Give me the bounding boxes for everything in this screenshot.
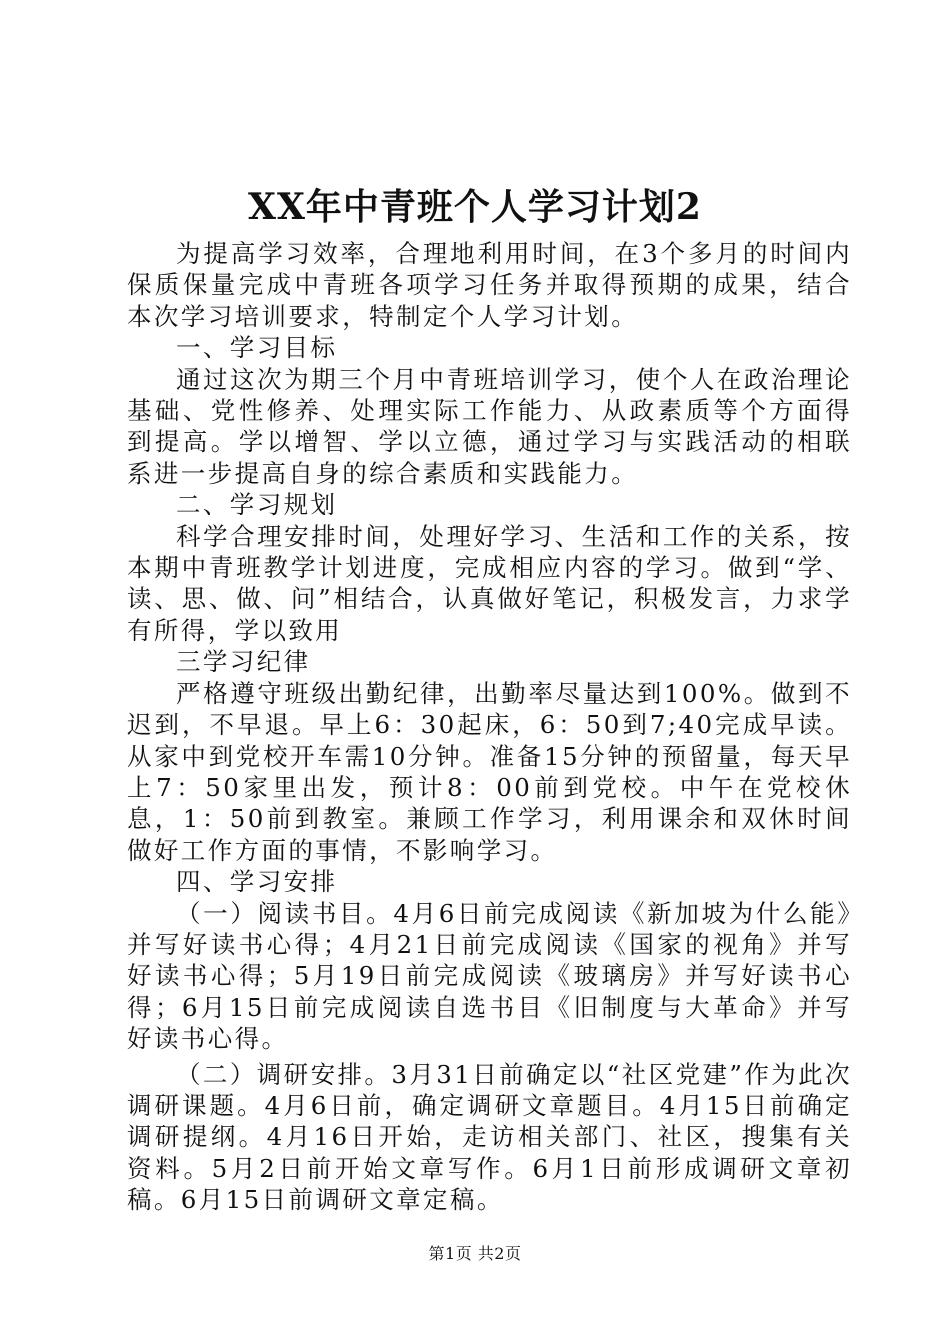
page-title: XX年中青班个人学习计划2 — [248, 186, 702, 228]
section-heading-arrangement: 四、学习安排 — [176, 867, 338, 897]
page-number-footer: 第1页 共2页 — [428, 1244, 522, 1263]
intro-paragraph: 为提高学习效率，合理地利用时间，在3个多月的时间内保质保量完成中青班各项学习任务并取得预期的成果，结合本次学习培训要求，特制定个人学习计划。 — [127, 239, 852, 331]
section-heading-discipline: 三学习纪律 — [176, 647, 311, 677]
reading-list-paragraph: （一）阅读书目。4月6日前完成阅读《新加坡为什么能》并写好读书心得；4月21日前完成阅读《国家的视角》并写好读书心得；5月19日前完成阅读《玻璃房》并写好读书心得；6月15日前完成阅读自选书目《旧制度与大革命》并写好读书心得。 — [127, 898, 852, 1054]
section-heading-planning: 二、学习规划 — [176, 490, 338, 520]
goals-paragraph: 通过这次为期三个月中青班培训学习，使个人在政治理论基础、党性修养、处理实际工作能力、从政素质等个方面得到提高。学以增智、学以立德，通过学习与实践活动的相联系进一步提高自身的综合素质和实践能力。 — [127, 364, 852, 488]
research-plan-paragraph: （二）调研安排。3月31日前确定以“社区党建”作为此次调研课题。4月6日前，确定调研文章题目。4月15日前确定调研提纲。4月16日开始，走访相关部门、社区，搜集有关资料。5月2日前开始文章写作。6月1日前形成调研文章初稿。6月15日前调研文章定稿。 — [127, 1059, 852, 1215]
planning-paragraph: 科学合理安排时间，处理好学习、生活和工作的关系，按本期中青班教学计划进度，完成相应内容的学习。做到“学、读、思、做、问”相结合，认真做好笔记，积极发言，力求学有所得，学以致用 — [127, 521, 852, 645]
discipline-paragraph: 严格遵守班级出勤纪律，出勤率尽量达到100%。做到不迟到，不早退。早上6：30起床，6：50到7;40完成早读。从家中到党校开车需10分钟。准备15分钟的预留量，每天早上7：50家里出发，预计8：00前到党校。中午在党校休息，1：50前到教室。兼顾工作学习，利用课余和双休时间做好工作方面的事情，不影响学习。 — [127, 678, 852, 865]
document-body — [127, 238, 852, 1216]
section-heading-goals: 一、学习目标 — [176, 333, 338, 363]
